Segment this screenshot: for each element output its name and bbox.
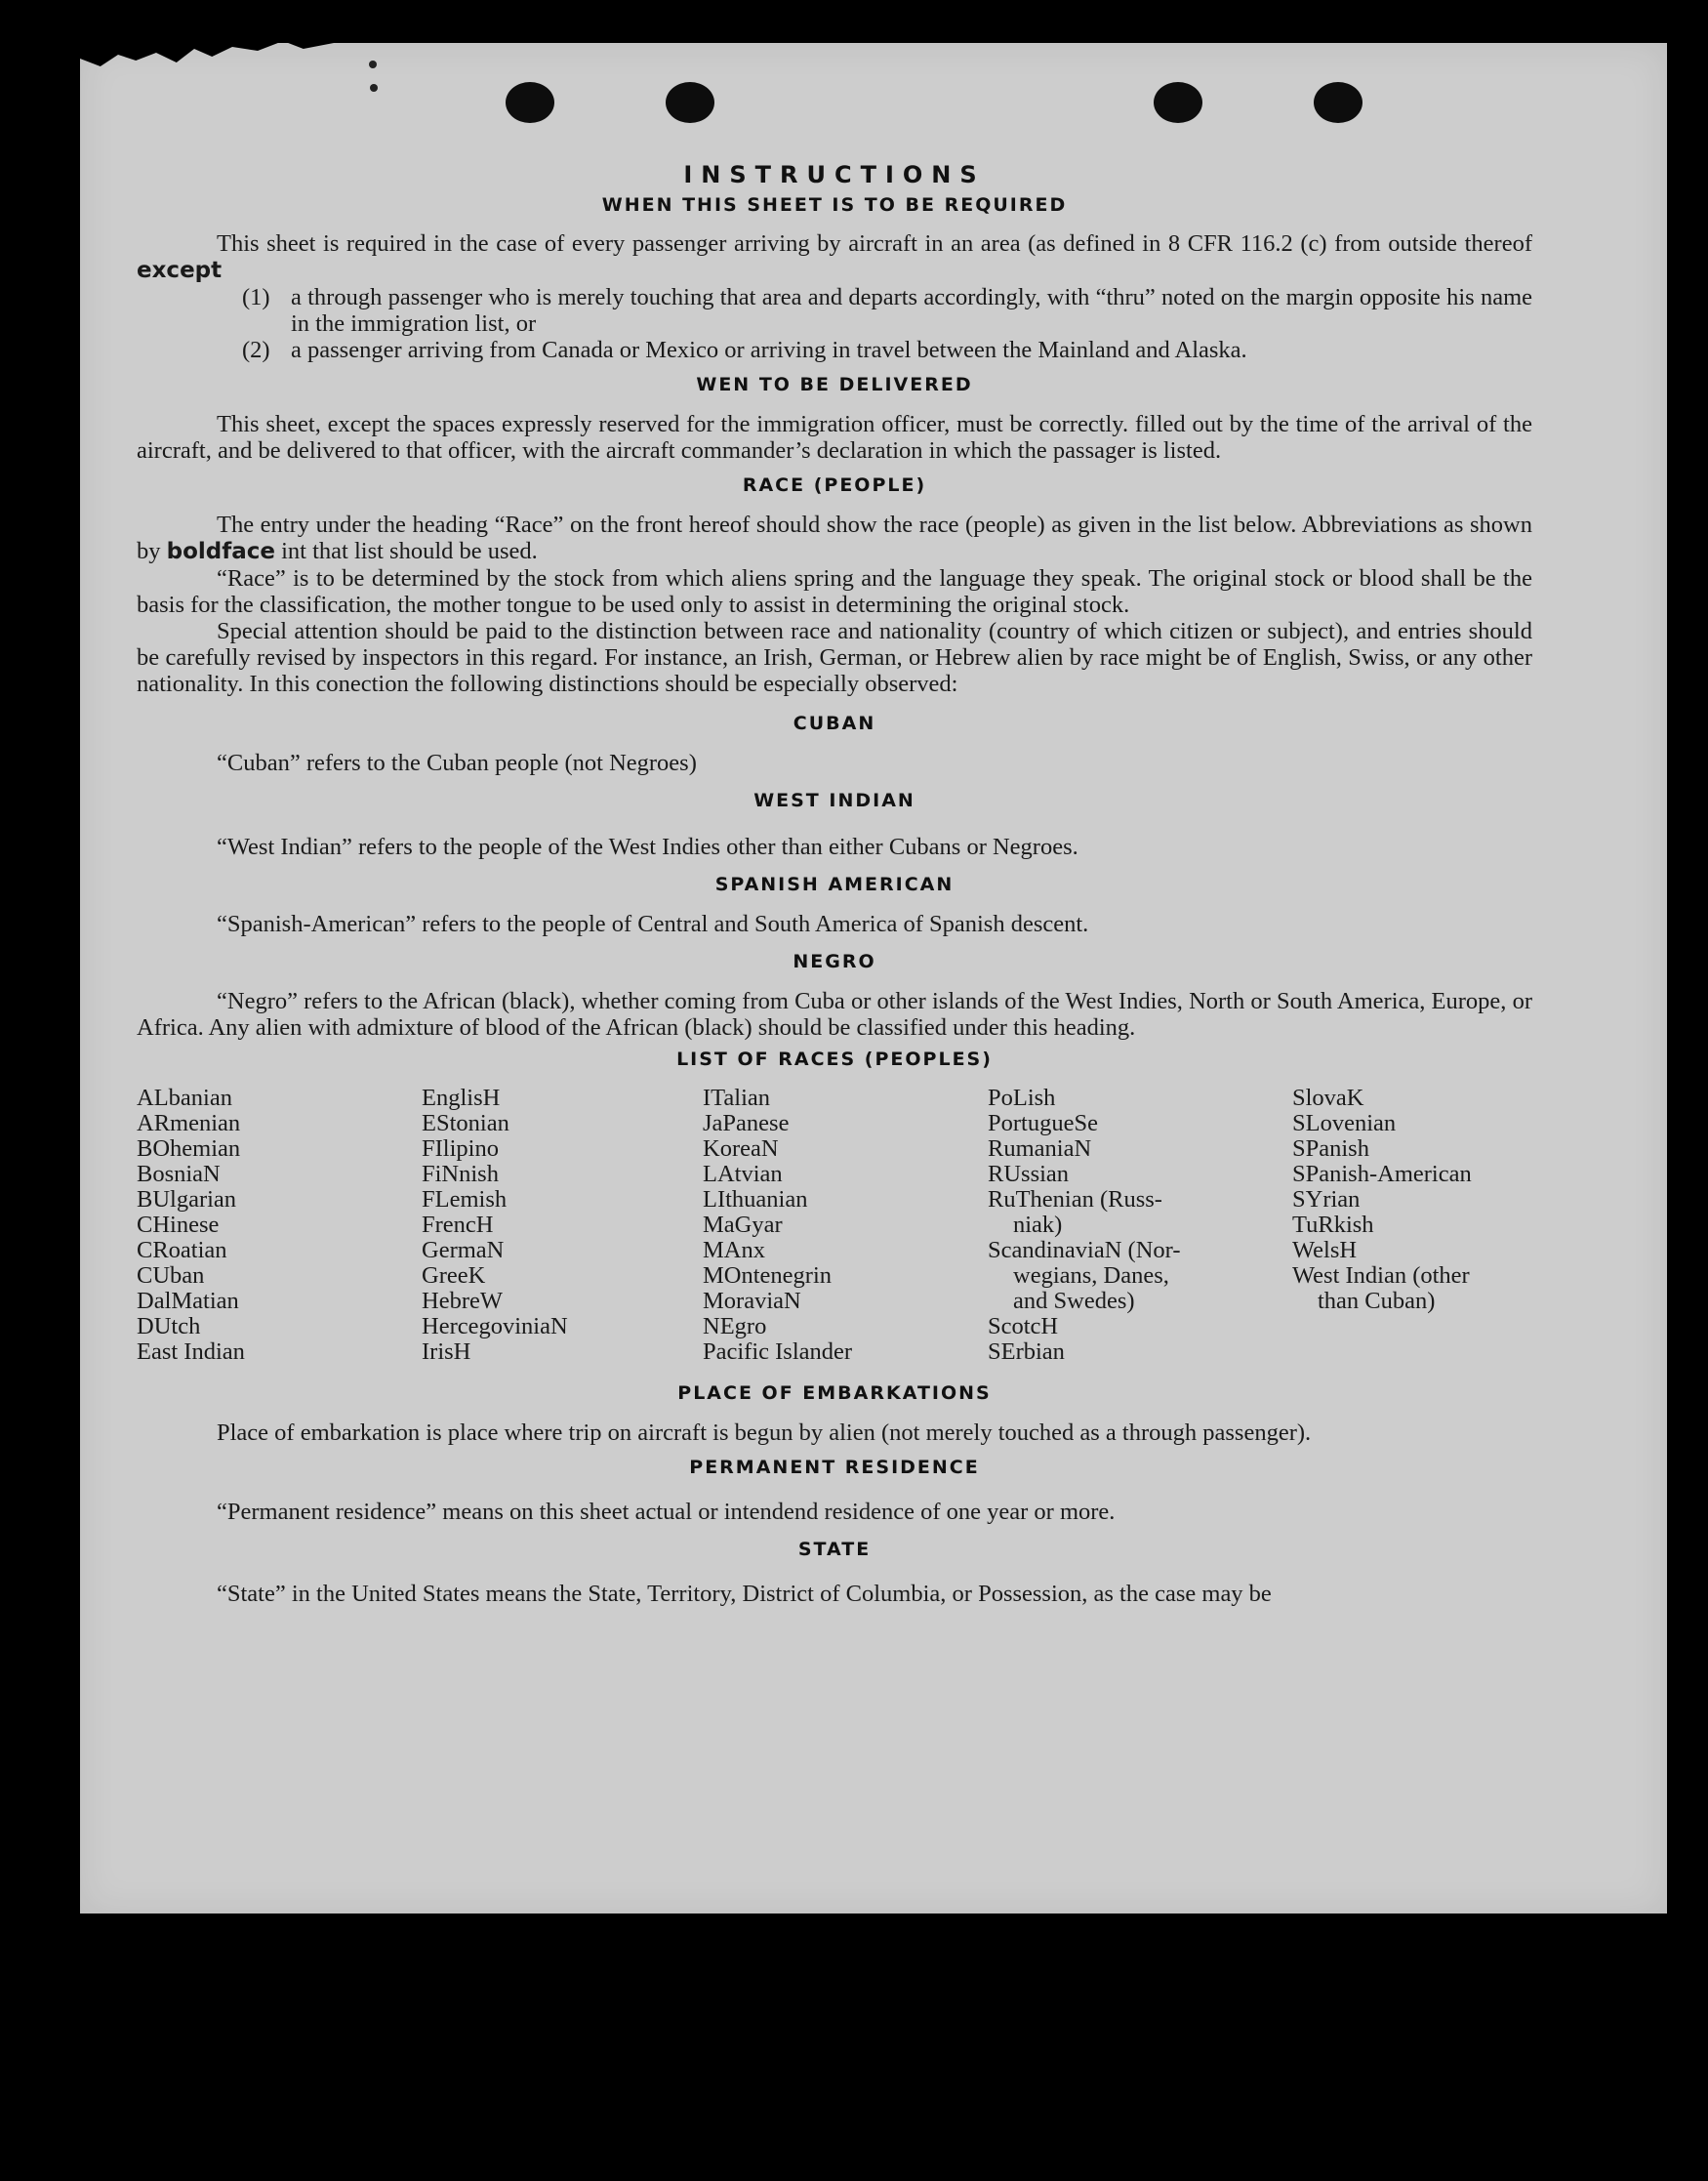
page-title: INSTRUCTIONS bbox=[683, 161, 986, 188]
definition-cuban: “Cuban” refers to the Cuban people (not Negroes) bbox=[217, 750, 697, 776]
race-entry: SLovenian bbox=[1292, 1110, 1397, 1136]
race-entry: RumaniaN bbox=[988, 1135, 1092, 1162]
race-entry: SPanish-American bbox=[1292, 1161, 1472, 1187]
instructions-text bbox=[137, 156, 1532, 1607]
paragraph-race-nationality: Special attention should be paid to the distinction between race and nationality (country of which citizen or subject), and entries should be carefully revised by inspectors in this regard. For instance, an Irish, German, or Hebrew alien by race might be of English, Swiss, or any other nationality. In this conection the following distinctions should be especially observed: bbox=[137, 618, 1532, 697]
race-entry: ALbanian bbox=[137, 1085, 232, 1111]
race-entry: PoLish bbox=[988, 1085, 1056, 1111]
list-item bbox=[242, 337, 1532, 363]
race-entry: KoreaN bbox=[703, 1135, 779, 1162]
races-column-5 bbox=[1292, 1086, 1532, 1365]
item-text: a passenger arriving from Canada or Mexico or arriving in travel between the Mainland and Alaska. bbox=[291, 337, 1247, 363]
race-entry: TuRkish bbox=[1292, 1212, 1374, 1238]
race-entry: niak) bbox=[1013, 1212, 1063, 1238]
paragraph-requirement bbox=[137, 230, 1532, 284]
race-entry: than Cuban) bbox=[1318, 1288, 1436, 1314]
race-entry: and Swedes) bbox=[1013, 1288, 1135, 1314]
section-heading-embarkation: PLACE OF EMBARKATIONS bbox=[677, 1382, 992, 1404]
race-entry: MAnx bbox=[703, 1237, 765, 1263]
paragraph-race-stock: “Race” is to be determined by the stock from which aliens spring and the language they speak. The original stock or blood shall be the basis for the classification, the mother tongue to be used only to assist in determining the original stock. bbox=[137, 565, 1532, 618]
race-entry: RuThenian (Russ- bbox=[988, 1186, 1162, 1213]
section-heading-when-required: WHEN THIS SHEET IS TO BE REQUIRED bbox=[601, 194, 1068, 216]
race-entry: RUssian bbox=[988, 1161, 1070, 1187]
definition-west-indian: “West Indian” refers to the people of the West Indies other than either Cubans or Negroes. bbox=[217, 834, 1078, 860]
race-entry: FiNnish bbox=[422, 1161, 499, 1187]
race-entry: CHinese bbox=[137, 1212, 220, 1238]
section-heading-list-of-races: LIST OF RACES (PEOPLES) bbox=[676, 1049, 993, 1070]
race-entry: EnglisH bbox=[422, 1085, 501, 1111]
section-heading-spanish-american: SPANISH AMERICAN bbox=[714, 874, 955, 895]
race-entry: WelsH bbox=[1292, 1237, 1358, 1263]
race-entry: HercegoviniaN bbox=[422, 1313, 568, 1339]
race-entry: West Indian (other bbox=[1292, 1262, 1470, 1289]
paper-speck bbox=[369, 61, 377, 68]
definition-negro: “Negro” refers to the African (black), whether coming from Cuba or other islands of the West Indies, North or South America, Europe, or Africa. Any alien with admixture of blood of the African (black) should be classified under this heading. bbox=[137, 988, 1532, 1041]
race-entry: PortugueSe bbox=[988, 1110, 1098, 1136]
race-entry: ARmenian bbox=[137, 1110, 241, 1136]
punch-hole bbox=[666, 82, 714, 123]
race-entry: BUlgarian bbox=[137, 1186, 237, 1213]
race-entry: IrisH bbox=[422, 1338, 471, 1365]
race-entry: MaGyar bbox=[703, 1212, 783, 1238]
race-entry: EStonian bbox=[422, 1110, 509, 1136]
race-entry: LIthuanian bbox=[703, 1186, 808, 1213]
races-column-2 bbox=[422, 1086, 703, 1365]
item-number: (1) bbox=[242, 284, 270, 310]
race-entry: FLemish bbox=[422, 1186, 508, 1213]
paper-speck bbox=[370, 84, 378, 92]
race-entry: CUban bbox=[137, 1262, 205, 1289]
section-heading-race: RACE (PEOPLE) bbox=[742, 474, 927, 496]
race-entry: Pacific Islander bbox=[703, 1338, 853, 1365]
bold-term-boldface: boldface bbox=[166, 539, 275, 564]
race-entry: MOntenegrin bbox=[703, 1262, 832, 1289]
definition-spanish-american: “Spanish-American” refers to the people of Central and South America of Spanish descent. bbox=[217, 911, 1089, 937]
section-heading-negro: NEGRO bbox=[793, 951, 876, 972]
paragraph-text: This sheet is required in the case of every passenger arriving by aircraft in an area (as defined in 8 CFR 116.2 (c) from outside thereof bbox=[217, 230, 1532, 257]
section-heading-west-indian: WEST INDIAN bbox=[753, 790, 915, 811]
race-entry: GermaN bbox=[422, 1237, 505, 1263]
race-entry: LAtvian bbox=[703, 1161, 783, 1187]
section-heading-permanent-residence: PERMANENT RESIDENCE bbox=[689, 1457, 980, 1478]
paragraph-delivered: This sheet, except the spaces expressly reserved for the immigration officer, must be correctly. filled out by the time of the arrival of the aircraft, and be delivered to that officer, with the aircraft commander’s declaration in which the passager is listed. bbox=[137, 411, 1532, 464]
item-text: a through passenger who is merely touching that area and departs accordingly, with “thru” noted on the margin opposite his name in the immigration list, or bbox=[291, 284, 1532, 337]
race-entry: BosniaN bbox=[137, 1161, 221, 1187]
race-entry: GreeK bbox=[422, 1262, 486, 1289]
race-entry: ScandinaviaN (Nor- bbox=[988, 1237, 1181, 1263]
races-column-3 bbox=[703, 1086, 988, 1365]
race-entry: East Indian bbox=[137, 1338, 245, 1365]
race-entry: BOhemian bbox=[137, 1135, 241, 1162]
paragraph-embarkation: Place of embarkation is place where trip on aircraft is begun by alien (not merely touched as a through passenger). bbox=[217, 1420, 1312, 1446]
race-entry: FrencH bbox=[422, 1212, 494, 1238]
section-heading-cuban: CUBAN bbox=[793, 713, 876, 734]
race-entry: NEgro bbox=[703, 1313, 767, 1339]
race-entry: JaPanese bbox=[703, 1110, 790, 1136]
paragraph-state: “State” in the United States means the State, Territory, District of Columbia, or Possession, as the case may be bbox=[217, 1581, 1272, 1607]
race-entry: HebreW bbox=[422, 1288, 503, 1314]
paragraph-text: The entry under the heading “Race” on the front hereof should show the race (people) as given in the list below. Abbreviations as shown by bbox=[137, 512, 1532, 564]
list-item bbox=[242, 284, 1532, 337]
race-entry: DalMatian bbox=[137, 1288, 239, 1314]
race-entry: ITalian bbox=[703, 1085, 771, 1111]
race-entry: SPanish bbox=[1292, 1135, 1369, 1162]
punch-hole bbox=[506, 82, 554, 123]
item-number: (2) bbox=[242, 337, 270, 363]
races-column-1 bbox=[137, 1086, 422, 1365]
bold-term-except: except bbox=[137, 258, 223, 283]
race-entry: SYrian bbox=[1292, 1186, 1361, 1213]
paragraph-race-entry bbox=[137, 512, 1532, 565]
race-entry: DUtch bbox=[137, 1313, 201, 1339]
section-heading-when-delivered: WEN TO BE DELIVERED bbox=[696, 374, 973, 395]
race-entry: CRoatian bbox=[137, 1237, 227, 1263]
races-table bbox=[137, 1086, 1532, 1365]
race-entry: wegians, Danes, bbox=[1013, 1262, 1169, 1289]
race-entry: FIlipino bbox=[422, 1135, 499, 1162]
paragraph-permanent-residence: “Permanent residence” means on this sheet actual or intendend residence of one year or more. bbox=[217, 1499, 1116, 1525]
race-entry: ScotcH bbox=[988, 1313, 1059, 1339]
section-heading-state: STATE bbox=[797, 1539, 872, 1560]
race-entry: MoraviaN bbox=[703, 1288, 801, 1314]
race-entry: SlovaK bbox=[1292, 1085, 1364, 1111]
paragraph-text: int that list should be used. bbox=[275, 538, 538, 564]
punch-hole bbox=[1314, 82, 1362, 123]
race-entry: SErbian bbox=[988, 1338, 1065, 1365]
punch-hole bbox=[1154, 82, 1202, 123]
races-column-4 bbox=[988, 1086, 1292, 1365]
